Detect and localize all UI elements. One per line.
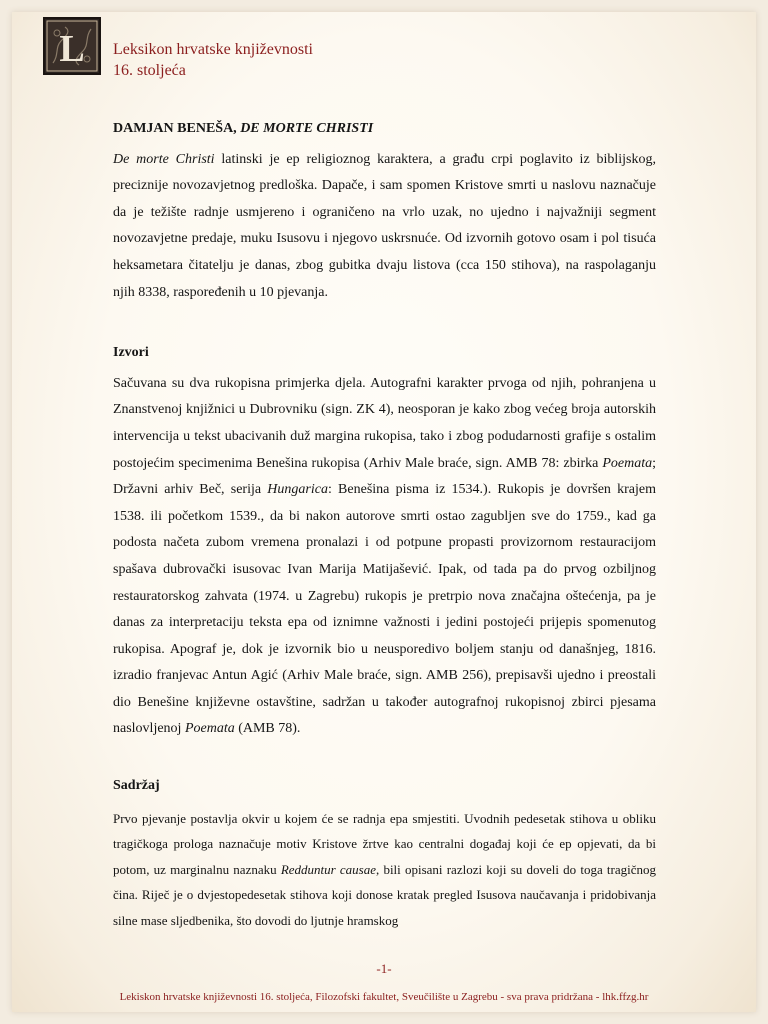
header-title xyxy=(113,39,313,81)
ornamental-letter-icon xyxy=(45,19,99,73)
intro-italic: De morte Christi xyxy=(113,151,215,167)
izvori-text-2: ; Državni arhiv Beč, serija xyxy=(113,455,656,498)
page-number: -1- xyxy=(376,961,392,976)
header-title-line2: 16. stoljeća xyxy=(113,62,186,79)
footer-text: Lekiskon hrvatske književnosti 16. stoljeća, Filozofski fakultet, Sveučilište u Zagrebu - sva prava pridržana - lhk.ffzg.hr xyxy=(119,991,649,1003)
izvori-italic-2: Hungarica xyxy=(267,482,328,498)
section-heading-sadrzaj: Sadržaj xyxy=(113,778,160,794)
izvori-text-3: : Benešina pisma iz 1534.). Rukopis je dovršen krajem 1538. ili početkom 1539., da bi nakon autorove smrti ostao zagubljen sve do 1759., kad ga podosta načeta zubom vremena pronalazi i od potpune propasti provizornom restauracijom spašava dubrovački isusovac Ivan Marija Matijašević. Ipak, od tada pa do prvog ozbiljnog restauratorskog zahvata (1974. u Zagrebu) rukopis je pretrpio nova značajna oštećenja, pa je danas za interpretaciju teksta epa od iznimne važnosti i jedini postojeći prijepis spomenutog rukopisa. Apograf je, dok je izvornik bio u neusporedivo boljem stanju od današnjeg, 1816. izradio franjevac Antun Agić (Arhiv Male braće, sign. AMB 256), prepisavši ujedno i preostali dio Benešine književne ostavštine, sadržan u također autografnoj rukopisnoj zbirci pjesama naslovljenoj xyxy=(113,482,656,737)
sadrzaj-section xyxy=(113,806,656,934)
author-name: DAMJAN BENEŠA, xyxy=(113,121,237,136)
izvori-paragraph xyxy=(113,371,656,743)
intro-text: latinski je ep religioznog karaktera, a građu crpi poglavito iz biblijskog, preciznije novozavjetnog predloška. Dapače, i sam spomen Kristove smrti u naslovu naznačuje da je težište radnje usmjereno i ograničeno na vrlo uzak, no ujedno i najvažniji segment novozavjetne predaje, muku Isusovu i njegovo uskrsnuće. Od izvornih gotovo osam i pol tisuća heksametara čitatelju je danas, zbog gubitka dvaju listova (cca 150 stihova), na raspolaganju njih 8338, raspoređenih u 10 pjevanja. xyxy=(113,151,657,300)
izvori-italic-1: Poemata xyxy=(602,455,653,471)
izvori-italic-3: Poemata xyxy=(184,721,235,737)
article-title xyxy=(113,116,656,143)
sadrzaj-text-1: Prvo pjevanje postavlja okvir u kojem će se radnja epa smjestiti. Uvodnih pedesetak stihova u obliku tragičkoga prologa naznačuje motiv Kristove žrtve kao centralni događaj koji će ep opjevati, da bi potom, uz marginalnu naznaku xyxy=(113,810,656,877)
izvori-text-4: (AMB 78). xyxy=(234,721,301,737)
section-heading-izvori: Izvori xyxy=(113,345,149,361)
article-body xyxy=(113,116,656,933)
izvori-text-1: Sačuvana su dva rukopisna primjerka djela. Autografni karakter prvoga od njih, pohranjena u Znanstvenoj knjižnici u Dubrovniku (sign. ZK 4), neosporan je kako zbog većeg broja autorskih intervencija u tekst ubacivanih duž margina rukopisa, tako i zbog podudarnosti grafije s ostalim postojećim specimenima Benešina rukopisa (Arhiv Male braće, sign. AMB 78: zbirka xyxy=(113,375,656,471)
work-title: DE MORTE CHRISTI xyxy=(240,121,374,136)
sadrzaj-text-2: , bili opisani razlozi koji su doveli do toga tragičnog čina. Riječ je o dvjestopedesetak stihova koji donose kratak pregled Isusova naučavanja i pridobivanja silne mase sljedbenika, što dovodi do ljutnje hramskog xyxy=(113,861,656,928)
sadrzaj-paragraph xyxy=(113,806,656,934)
svg-text:L: L xyxy=(59,28,85,70)
header-title-line1: Leksikon hrvatske književnosti xyxy=(113,41,313,58)
intro-paragraph xyxy=(113,147,656,307)
sadrzaj-italic-1: Redduntur causae xyxy=(280,861,376,877)
lexicon-logo xyxy=(43,17,101,75)
